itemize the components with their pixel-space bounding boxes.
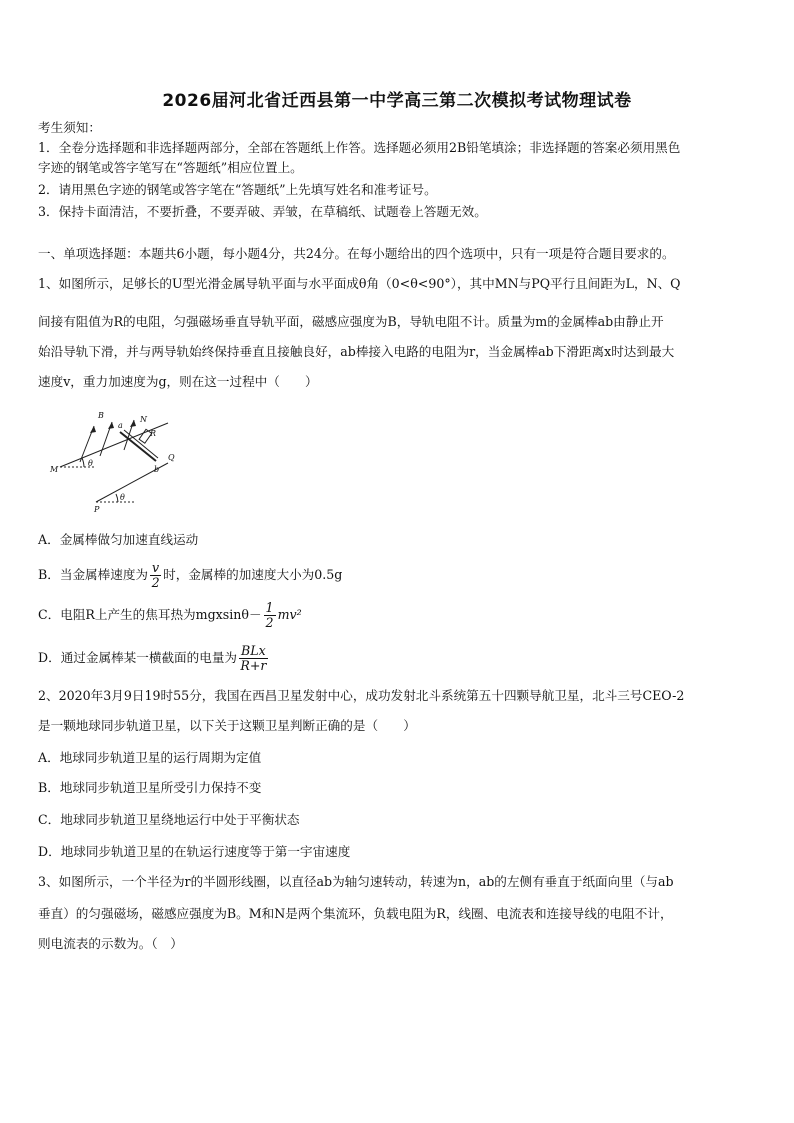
q1-rail-diagram bbox=[44, 406, 184, 516]
label-a: a bbox=[118, 421, 123, 430]
q1-option-c-numerator: 1 bbox=[265, 600, 274, 615]
q1-option-d-denominator: R+r bbox=[240, 658, 267, 673]
q1-option-b-numerator: v bbox=[152, 560, 160, 575]
q1-option-a: A．金属棒做匀加速直线运动 bbox=[38, 532, 199, 547]
label-m: M bbox=[50, 465, 59, 474]
q1-option-d bbox=[38, 640, 758, 676]
notice-item-1-cont: 字迹的钢笔或答字笔写在“答题纸”相应位置上。 bbox=[38, 160, 303, 175]
q1-stem-line-4: 速度v，重力加速度为g，则在这一过程中（ ） bbox=[38, 374, 318, 389]
arrowhead-3 bbox=[130, 420, 136, 427]
label-n: N bbox=[140, 415, 147, 424]
q1-option-b-denominator: 2 bbox=[151, 575, 160, 590]
label-b-field: B bbox=[98, 411, 104, 420]
q2-stem-line-2: 是一颗地球同步轨道卫星，以下关于这颗卫星判断正确的是（ ） bbox=[38, 718, 416, 733]
q1-option-b-tail: 时，金属棒的加速度大小为0.5g bbox=[163, 567, 343, 582]
q1-option-c-text: C．电阻R上产生的焦耳热为mgxsinθ－ bbox=[38, 607, 262, 622]
label-theta-1: θ bbox=[88, 459, 93, 468]
label-r: R bbox=[150, 429, 157, 438]
q1-option-b-fraction bbox=[150, 561, 161, 590]
label-p: P bbox=[94, 505, 100, 514]
q2-option-c: C．地球同步轨道卫星绕地运行中处于平衡状态 bbox=[38, 812, 300, 827]
q1-stem-line-1: 1、如图所示，足够长的U型光滑金属导轨平面与水平面成θ角（0<θ<90°），其中MN与PQ平行且间距为L，N、Q bbox=[38, 276, 681, 291]
q3-stem-line-1: 3、如图所示，一个半径为r的半圆形线圈，以直径ab为轴匀速转动，转速为n，ab的左侧有垂直于纸面向里（与ab bbox=[38, 874, 674, 889]
arrowhead-1 bbox=[90, 426, 96, 433]
angle-arc-1 bbox=[82, 458, 84, 467]
q2-stem-line-1: 2、2020年3月9日19时55分，我国在西昌卫星发射中心，成功发射北斗系统第五十四颗导航卫星，北斗三号CEO-2 bbox=[38, 688, 685, 703]
q1-option-d-numerator: BLx bbox=[241, 643, 266, 658]
notice-item-1: 1．全卷分选择题和非选择题两部分，全部在答题纸上作答。选择题必须用2B铅笔填涂；非选择题的答案必须用黑色 bbox=[38, 140, 681, 155]
q1-option-c bbox=[38, 598, 758, 632]
q1-option-c-denominator: 2 bbox=[265, 615, 274, 630]
label-theta-2: θ bbox=[120, 493, 125, 502]
q2-option-a: A．地球同步轨道卫星的运行周期为定值 bbox=[38, 750, 262, 765]
angle-arc-2 bbox=[116, 494, 118, 502]
q3-stem-line-2: 垂直）的匀强磁场，磁感应强度为B。M和N是两个集流环，负载电阻为R，线圈、电流表和连接导线的电阻不计， bbox=[38, 906, 673, 921]
label-b-end: b bbox=[154, 465, 160, 474]
q2-option-b: B．地球同步轨道卫星所受引力保持不变 bbox=[38, 780, 262, 795]
label-q: Q bbox=[168, 453, 175, 462]
q1-stem-line-2: 间接有阻值为R的电阻，匀强磁场垂直导轨平面，磁感应强度为B，导轨电阻不计。质量为m的金属棒ab由静止开 bbox=[38, 314, 664, 329]
section-heading: 一、单项选择题：本题共6小题，每小题4分，共24分。在每小题给出的四个选项中，只有一项是符合题目要求的。 bbox=[38, 246, 675, 261]
notice-item-2: 2．请用黑色字迹的钢笔或答字笔在“答题纸”上先填写姓名和准考证号。 bbox=[38, 182, 437, 197]
q1-option-b-text: B．当金属棒速度为 bbox=[38, 567, 149, 582]
q3-stem-line-3: 则电流表的示数为。（ ） bbox=[38, 936, 183, 951]
q1-option-b bbox=[38, 558, 758, 592]
exam-title: 2026届河北省迁西县第一中学高三第二次模拟考试物理试卷 bbox=[162, 91, 632, 111]
q1-stem-line-3: 始沿导轨下滑，并与两导轨始终保持垂直且接触良好，ab棒接入电路的电阻为r，当金属棒ab下滑距离x时达到最大 bbox=[38, 344, 675, 359]
q1-option-d-fraction bbox=[239, 644, 268, 673]
arrowhead-2 bbox=[108, 422, 114, 429]
q1-option-c-tail: mv² bbox=[277, 607, 302, 622]
q1-option-d-text: D．通过金属棒某一横截面的电量为 bbox=[38, 650, 238, 665]
q1-option-c-fraction bbox=[264, 601, 276, 630]
notice-item-3: 3．保持卡面清洁，不要折叠，不要弄破、弄皱，在草稿纸、试题卷上答题无效。 bbox=[38, 204, 487, 219]
notice-heading: 考生须知： bbox=[38, 120, 101, 135]
q2-option-d: D．地球同步轨道卫星的在轨运行速度等于第一宇宙速度 bbox=[38, 844, 351, 859]
